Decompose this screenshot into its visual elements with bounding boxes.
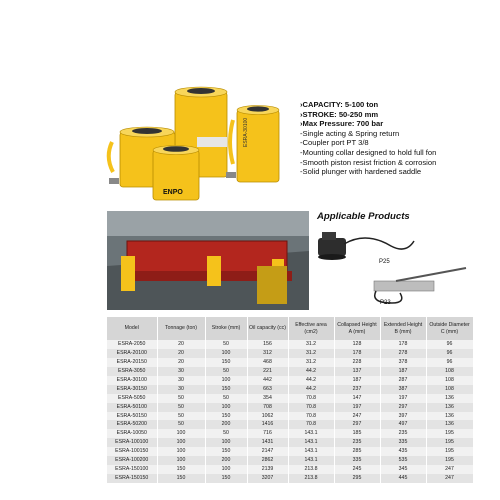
table-cell: 150 — [205, 412, 247, 421]
table-cell: ESRA-100150 — [107, 447, 157, 456]
table-cell: ESRA-30100 — [107, 376, 157, 385]
column-header: Effective area (cm2) — [288, 317, 334, 340]
table-cell: 213.8 — [288, 465, 334, 474]
table-cell: 108 — [426, 376, 473, 385]
table-cell: 1416 — [247, 420, 288, 429]
table-row — [107, 349, 473, 358]
table-cell: 195 — [426, 438, 473, 447]
table-cell: 297 — [380, 403, 426, 412]
table-cell: 31.2 — [288, 349, 334, 358]
table-cell: 3207 — [247, 474, 288, 483]
table-cell: 136 — [426, 412, 473, 421]
table-cell: 96 — [426, 358, 473, 367]
table-cell: ESRA-150100 — [107, 465, 157, 474]
table-cell: 197 — [334, 403, 380, 412]
table-cell: 297 — [334, 420, 380, 429]
table-cell: 20 — [157, 358, 205, 367]
table-cell: 70.8 — [288, 420, 334, 429]
table-cell: 100 — [157, 438, 205, 447]
table-cell: 50 — [157, 420, 205, 429]
column-header: Collapsed Height A (mm) — [334, 317, 380, 340]
spec-table — [107, 317, 474, 483]
table-body — [107, 340, 473, 483]
table-cell: 178 — [334, 349, 380, 358]
table-cell: 143.1 — [288, 456, 334, 465]
table-cell: 136 — [426, 420, 473, 429]
table-row — [107, 438, 473, 447]
table-cell: 354 — [247, 394, 288, 403]
table-cell: 195 — [426, 456, 473, 465]
table-cell: 247 — [426, 465, 473, 474]
table-cell: 185 — [334, 429, 380, 438]
table-row — [107, 412, 473, 421]
table-cell: 136 — [426, 403, 473, 412]
pump-p23-label: P23 — [380, 300, 391, 306]
table-cell: 137 — [334, 367, 380, 376]
table-cell: 200 — [205, 456, 247, 465]
table-cell: 247 — [426, 474, 473, 483]
table-cell: 228 — [334, 358, 380, 367]
table-cell: 50 — [205, 394, 247, 403]
table-cell: ESRA-20100 — [107, 349, 157, 358]
table-cell: 50 — [205, 429, 247, 438]
table-cell: 247 — [334, 412, 380, 421]
table-cell: ESRA-150150 — [107, 474, 157, 483]
table-cell: 30 — [157, 385, 205, 394]
feature-item: -Single acting & Spring return — [300, 128, 400, 138]
table-cell: 150 — [157, 465, 205, 474]
table-cell: 2139 — [247, 465, 288, 474]
table-cell: 100 — [205, 438, 247, 447]
column-header: Extended Height B (mm) — [380, 317, 426, 340]
table-cell: 100 — [157, 447, 205, 456]
table-cell: 50 — [157, 403, 205, 412]
table-cell: 245 — [334, 465, 380, 474]
table-cell: 96 — [426, 349, 473, 358]
table-cell: 312 — [247, 349, 288, 358]
column-header: Tonnage (ton) — [157, 317, 205, 340]
table-cell: 2147 — [247, 447, 288, 456]
table-row — [107, 420, 473, 429]
application-photo — [107, 211, 309, 310]
table-cell: ESRA-100200 — [107, 456, 157, 465]
feature-item: -Mounting collar designed to hold full fon — [300, 147, 437, 157]
table-row — [107, 474, 473, 483]
table-cell: ESRA-10050 — [107, 429, 157, 438]
table-cell: 70.8 — [288, 394, 334, 403]
table-cell: 200 — [205, 420, 247, 429]
table-cell: 1431 — [247, 438, 288, 447]
table-cell: 497 — [380, 420, 426, 429]
table-cell: 108 — [426, 367, 473, 376]
table-header-row — [107, 317, 473, 340]
table-cell: 136 — [426, 394, 473, 403]
table-cell: ESRA-5050 — [107, 394, 157, 403]
table-cell: 187 — [334, 376, 380, 385]
table-cell: 100 — [205, 465, 247, 474]
table-cell: 213.8 — [288, 474, 334, 483]
table-row — [107, 465, 473, 474]
table-cell: 31.2 — [288, 358, 334, 367]
pump-p25-image — [316, 226, 416, 266]
table-cell: 143.1 — [288, 429, 334, 438]
table-cell: 96 — [426, 340, 473, 349]
table-cell: 30 — [157, 367, 205, 376]
table-row — [107, 376, 473, 385]
table-row — [107, 358, 473, 367]
pressure-spec: ›Max Pressure: 700 bar — [300, 119, 384, 129]
table-row — [107, 394, 473, 403]
table-cell: 285 — [334, 447, 380, 456]
table-row — [107, 340, 473, 349]
table-cell: 70.8 — [288, 403, 334, 412]
stroke-spec: ›STROKE: 50-250 mm — [300, 109, 379, 119]
table-cell: 237 — [334, 385, 380, 394]
table-cell: 435 — [380, 447, 426, 456]
table-cell: 70.8 — [288, 412, 334, 421]
table-cell: 2862 — [247, 456, 288, 465]
table-cell: 716 — [247, 429, 288, 438]
table-cell: 31.2 — [288, 340, 334, 349]
column-header: Stroke (mm) — [205, 317, 247, 340]
cylinder-label-plate — [197, 137, 227, 147]
table-cell: ESRA-3050 — [107, 367, 157, 376]
table-cell: 345 — [380, 465, 426, 474]
table-cell: 287 — [380, 376, 426, 385]
pump-p25-label: P25 — [379, 259, 390, 265]
table-cell: ESRA-50100 — [107, 403, 157, 412]
table-cell: ESRA-100100 — [107, 438, 157, 447]
table-cell: ESRA-50200 — [107, 420, 157, 429]
table-cell: 397 — [380, 412, 426, 421]
table-cell: 44.2 — [288, 376, 334, 385]
table-cell: 178 — [380, 340, 426, 349]
table-cell: 50 — [205, 340, 247, 349]
table-cell: 535 — [380, 456, 426, 465]
table-cell: 221 — [247, 367, 288, 376]
table-cell: 197 — [380, 394, 426, 403]
model-label: ESRA-30100 — [243, 117, 249, 147]
table-cell: 150 — [205, 358, 247, 367]
table-cell: 44.2 — [288, 367, 334, 376]
table-row — [107, 403, 473, 412]
table-row — [107, 447, 473, 456]
table-cell: 708 — [247, 403, 288, 412]
table-cell: ESRA-30150 — [107, 385, 157, 394]
table-cell: 100 — [157, 456, 205, 465]
table-cell: 30 — [157, 376, 205, 385]
capacity-spec: ›CAPACITY: 5-100 ton — [300, 100, 379, 109]
table-cell: 100 — [157, 429, 205, 438]
table-cell: 468 — [247, 358, 288, 367]
table-cell: 445 — [380, 474, 426, 483]
table-cell: 147 — [334, 394, 380, 403]
table-cell: 100 — [205, 349, 247, 358]
table-cell: 108 — [426, 385, 473, 394]
column-header: Model — [107, 317, 157, 340]
table-row — [107, 456, 473, 465]
brand-label: ENPO — [163, 189, 183, 196]
table-cell: 143.1 — [288, 447, 334, 456]
table-cell: 195 — [426, 429, 473, 438]
feature-item: -Solid plunger with hardened saddle — [300, 167, 422, 177]
column-header: Outside Diameter C (mm) — [426, 317, 473, 340]
table-cell: 150 — [157, 474, 205, 483]
table-cell: 100 — [205, 376, 247, 385]
applicable-products-title: Applicable Products — [317, 211, 410, 222]
table-cell: 150 — [205, 474, 247, 483]
table-cell: 442 — [247, 376, 288, 385]
table-cell: 20 — [157, 340, 205, 349]
table-row — [107, 367, 473, 376]
table-cell: 100 — [205, 403, 247, 412]
table-cell: 387 — [380, 385, 426, 394]
spec-list — [300, 100, 500, 177]
table-cell: 335 — [380, 438, 426, 447]
table-cell: ESRA-2050 — [107, 340, 157, 349]
column-header: Oil capacity (cc) — [247, 317, 288, 340]
table-cell: 235 — [334, 438, 380, 447]
table-cell: 50 — [205, 367, 247, 376]
table-cell: ESRA-50150 — [107, 412, 157, 421]
table-cell: 1062 — [247, 412, 288, 421]
hydraulic-cylinders-image — [105, 82, 305, 207]
table-cell: 335 — [334, 456, 380, 465]
table-cell: 150 — [205, 385, 247, 394]
table-cell: 20 — [157, 349, 205, 358]
table-cell: 663 — [247, 385, 288, 394]
table-row — [107, 429, 473, 438]
table-cell: 278 — [380, 349, 426, 358]
table-cell: ESRA-20150 — [107, 358, 157, 367]
table-cell: 195 — [426, 447, 473, 456]
table-cell: 143.1 — [288, 438, 334, 447]
table-row — [107, 385, 473, 394]
table-cell: 128 — [334, 340, 380, 349]
feature-item: -Smooth piston resist friction & corrosion — [300, 157, 437, 167]
table-cell: 235 — [380, 429, 426, 438]
table-cell: 150 — [205, 447, 247, 456]
feature-item: -Coupler port PT 3/8 — [300, 138, 369, 148]
table-cell: 50 — [157, 412, 205, 421]
table-cell: 378 — [380, 358, 426, 367]
table-cell: 156 — [247, 340, 288, 349]
table-cell: 187 — [380, 367, 426, 376]
table-cell: 50 — [157, 394, 205, 403]
table-cell: 295 — [334, 474, 380, 483]
table-cell: 44.2 — [288, 385, 334, 394]
